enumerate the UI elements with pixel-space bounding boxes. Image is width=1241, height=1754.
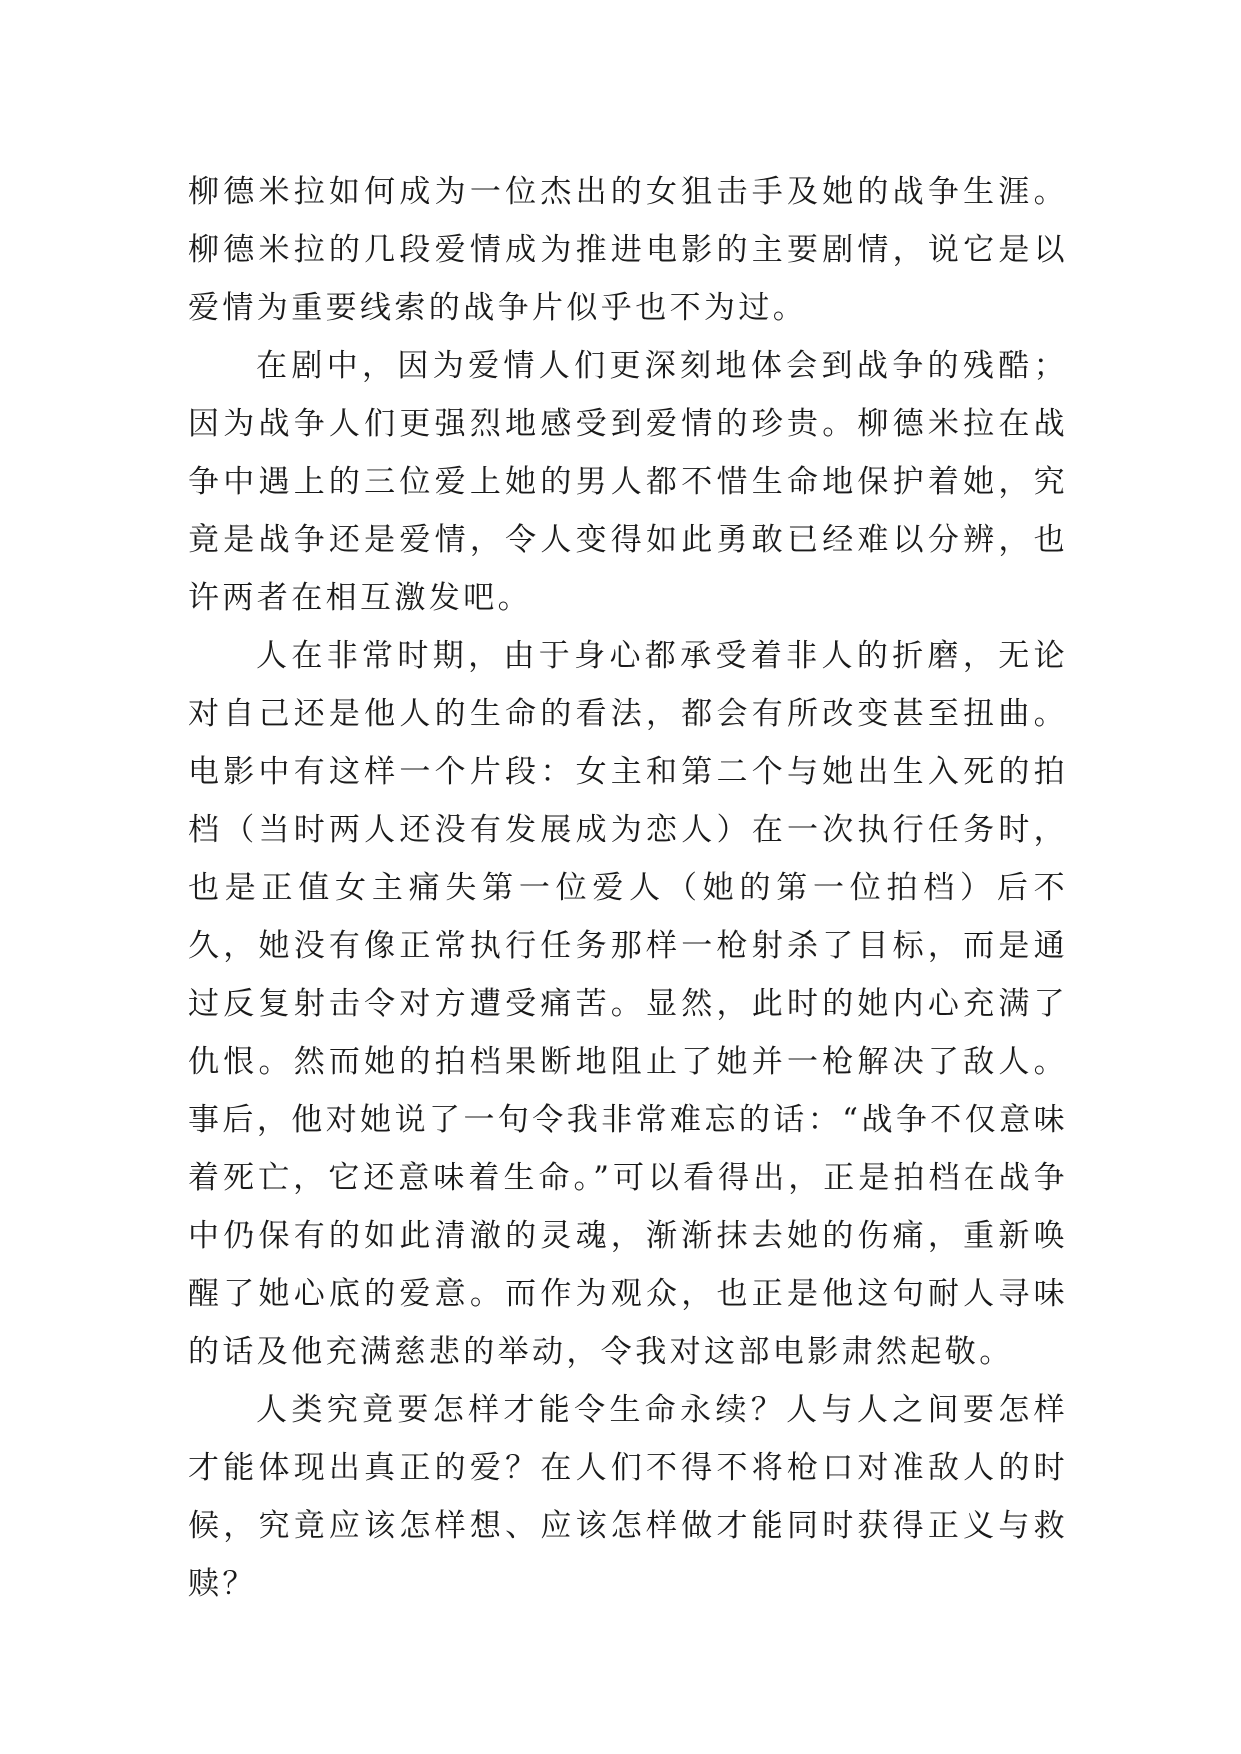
paragraph-2: 在剧中，因为爱情人们更深刻地体会到战争的残酷；因为战争人们更强烈地感受到爱情的珍贵。柳德米拉在战争中遇上的三位爱上她的男人都不惜生命地保护着她，究竟是战争还是爱情，令人变得如此勇敢已经难以分辨，也许两者在相互激发吧。 <box>188 348 1068 616</box>
document-body <box>188 163 1068 1613</box>
paragraph-1: 柳德米拉如何成为一位杰出的女狙击手及她的战争生涯。柳德米拉的几段爱情成为推进电影的主要剧情，说它是以爱情为重要线索的战争片似乎也不为过。 <box>188 174 1068 326</box>
paragraph-4: 人类究竟要怎样才能令生命永续？人与人之间要怎样才能体现出真正的爱？在人们不得不将枪口对准敌人的时候，究竟应该怎样想、应该怎样做才能同时获得正义与救赎？ <box>188 1392 1068 1602</box>
paragraph-3: 人在非常时期，由于身心都承受着非人的折磨，无论对自己还是他人的生命的看法，都会有所改变甚至扭曲。电影中有这样一个片段：女主和第二个与她出生入死的拍档（当时两人还没有发展成为恋人）在一次执行任务时，也是正值女主痛失第一位爱人（她的第一位拍档）后不久，她没有像正常执行任务那样一枪射杀了目标，而是通过反复射击令对方遭受痛苦。显然，此时的她内心充满了仇恨。然而她的拍档果断地阻止了她并一枪解决了敌人。事后，他对她说了一句令我非常难忘的话：“战争不仅意味着死亡，它还意味着生命。”可以看得出，正是拍档在战争中仍保有的如此清澈的灵魂，渐渐抹去她的伤痛，重新唤醒了她心底的爱意。而作为观众，也正是他这句耐人寻味的话及他充满慈悲的举动，令我对这部电影肃然起敬。 <box>188 638 1068 1370</box>
